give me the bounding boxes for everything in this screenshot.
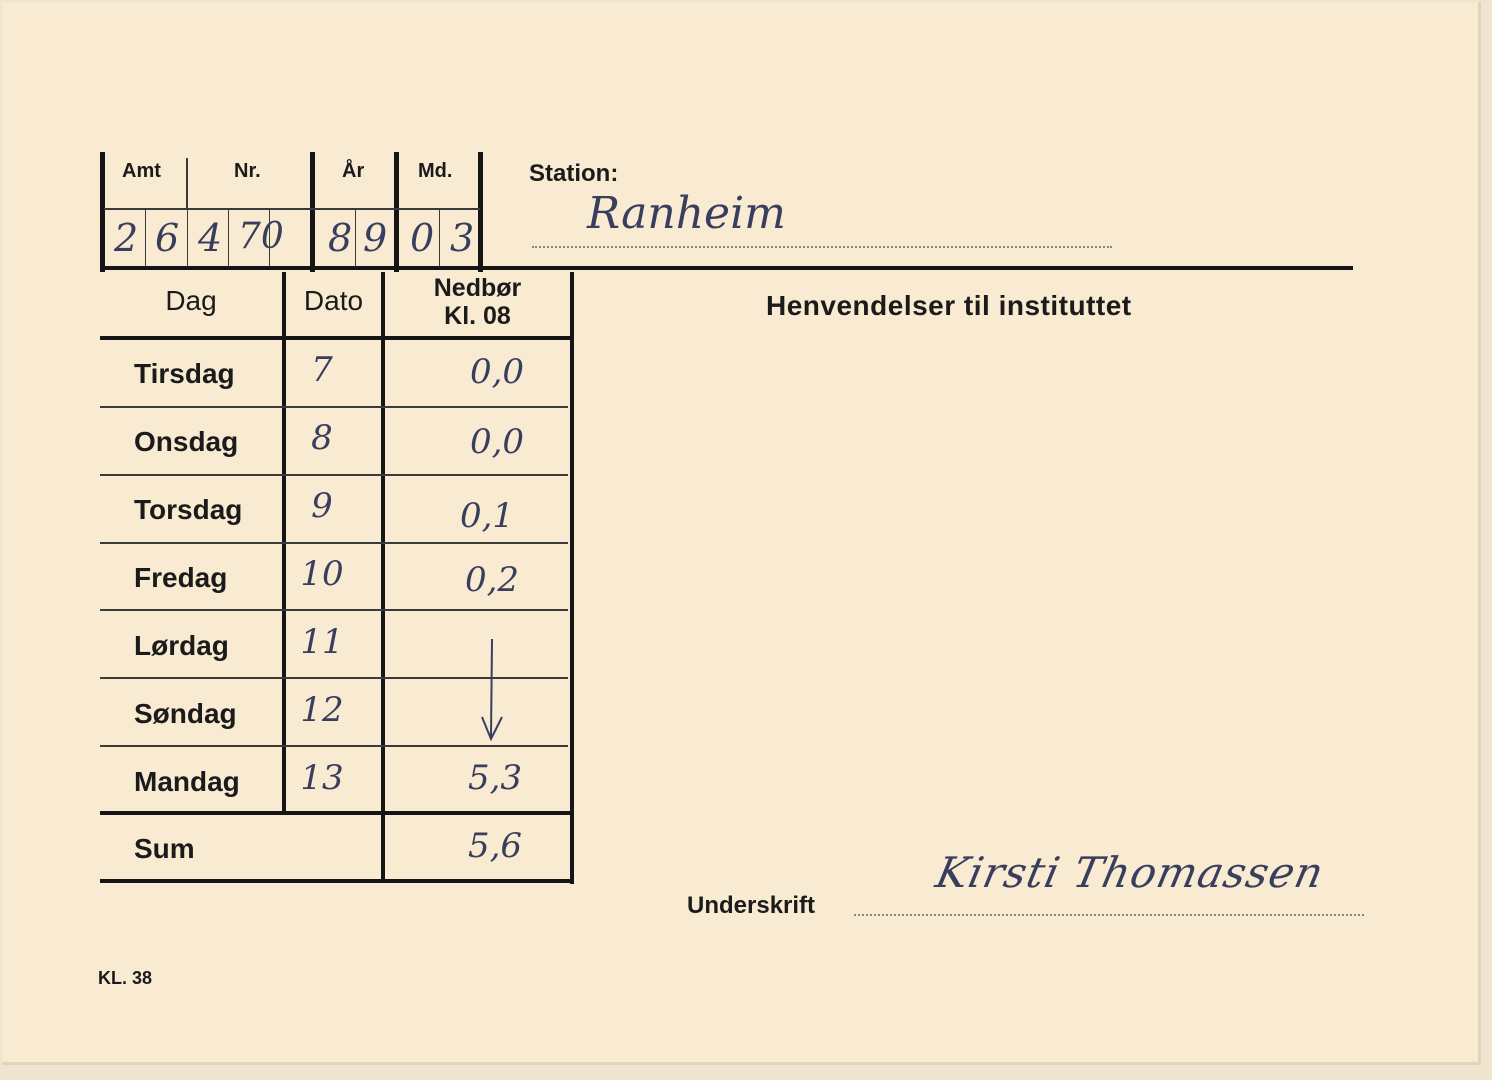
nr-label: Nr. [234,160,261,182]
row-date: 12 [300,690,344,730]
row-day-torsdag: Torsdag [134,494,243,525]
digit-sep [228,210,229,266]
sum-value: 5,6 [467,826,523,866]
ditto-arrow-icon [472,637,512,747]
header-divider-3 [478,152,483,272]
digit-sep [355,210,356,266]
row-date: 8 [311,418,333,458]
ar-digit-2: 9 [363,216,388,260]
col-nedbor-header-line1: Nedbør [433,274,522,302]
amt-digit-1: 2 [114,216,139,260]
digit-sep [439,210,440,266]
row-rule [100,474,568,476]
row-date: 11 [300,622,344,662]
ar-label: År [342,160,365,182]
institute-heading: Henvendelser til instituttet [766,290,1132,321]
col-dato-header: Dato [303,285,364,316]
dato-nedbor-divider [381,272,385,880]
row-day-sondag: Søndag [134,698,237,729]
table-header-rule [100,336,570,340]
row-rule [100,609,568,611]
row-value: 0,0 [469,352,525,392]
row-date: 10 [300,554,344,594]
sum-top-rule [100,811,570,815]
row-value: 0,2 [464,560,520,600]
header-bottom-rule [100,266,1353,270]
nr-digit-1: 4 [198,216,223,260]
table-right-border [570,272,574,884]
row-day-fredag: Fredag [134,562,228,593]
row-date: 9 [311,486,333,526]
digit-sep [187,210,188,266]
row-day-tirsdag: Tirsdag [134,358,235,389]
col-nedbor-header-line2: Kl. 08 [444,302,511,330]
nr-digit-2: 70 [238,216,284,257]
header-mid-rule [104,208,480,210]
header-divider-2 [394,152,399,272]
sum-label: Sum [134,833,195,864]
row-day-lordag: Lørdag [134,630,229,661]
amt-nr-divider [186,158,188,208]
col-dag-header: Dag [165,285,217,316]
header-left-border [100,152,105,272]
signature-label: Underskrift [687,892,816,919]
table-bottom-rule [100,879,574,883]
signature-dotted-line [854,914,1364,916]
station-value: Ranheim [587,188,786,239]
station-dotted-line [532,246,1112,248]
row-rule [100,542,568,544]
station-label: Station: [529,160,619,187]
col-nedbor-header [385,274,570,330]
row-value: 0,1 [459,496,515,536]
row-date: 7 [311,350,333,390]
row-day-onsdag: Onsdag [134,426,239,457]
row-rule [100,406,568,408]
row-day-mandag: Mandag [134,766,240,797]
weather-report-card [2,2,1481,1065]
row-value: 0,0 [469,422,525,462]
digit-sep [145,210,146,266]
ar-digit-1: 8 [328,216,353,260]
row-date: 13 [300,758,344,798]
md-digit-2: 3 [450,216,475,260]
signature-value: Kirsti Thomassen [931,848,1329,897]
header-divider-1 [310,152,315,272]
amt-label: Amt [122,160,161,182]
form-code: KL. 38 [98,968,153,988]
md-digit-1: 0 [410,216,435,260]
amt-digit-2: 6 [155,216,180,260]
row-value: 5,3 [467,758,523,798]
md-label: Md. [418,160,453,182]
